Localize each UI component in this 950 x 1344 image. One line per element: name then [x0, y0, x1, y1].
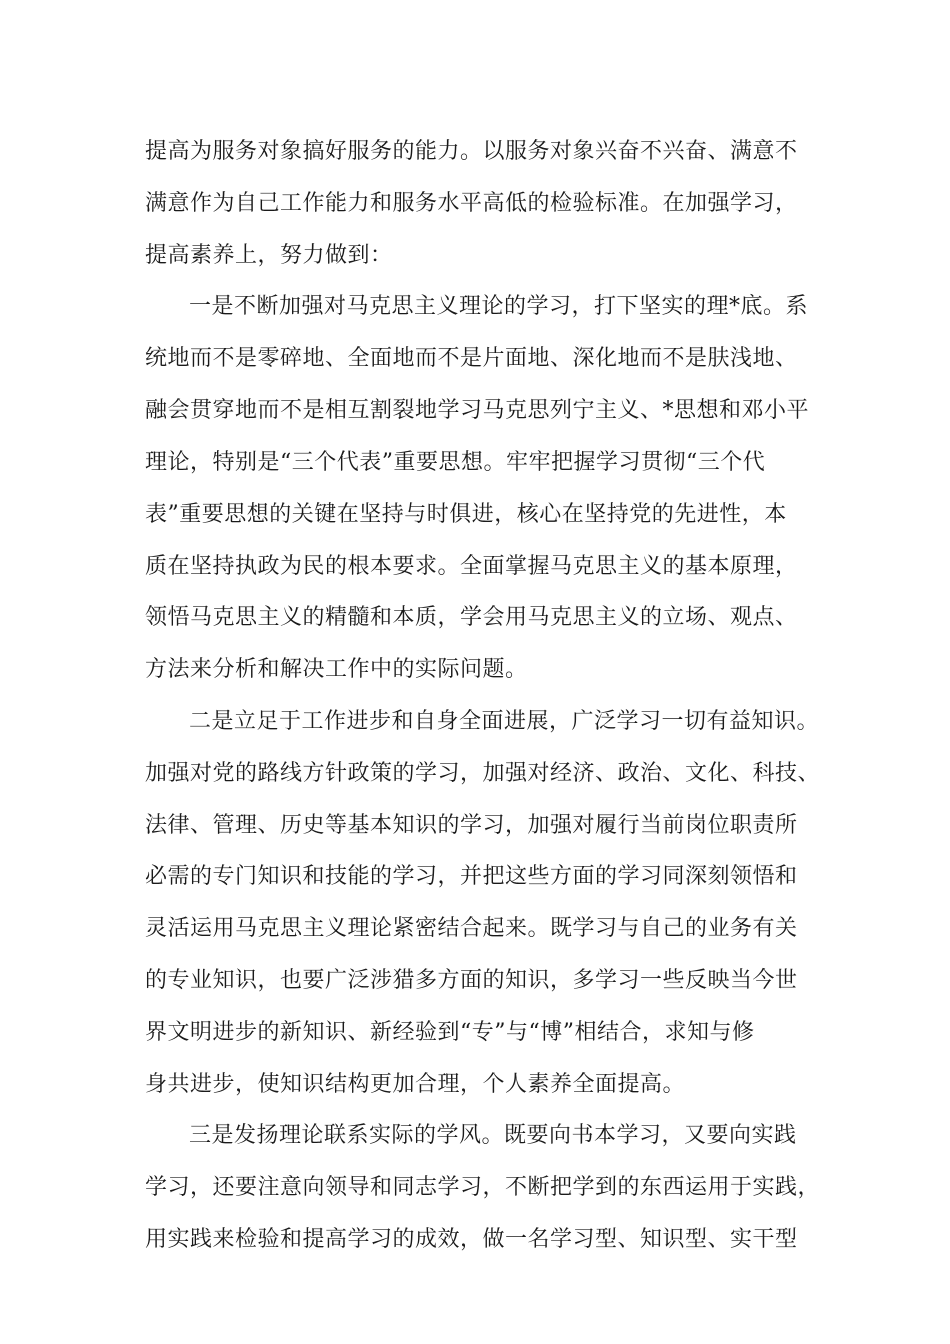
- text-line: 的专业知识，也要广泛涉猎多方面的知识，多学习一些反映当今世: [145, 968, 798, 993]
- text-line: 法律、管理、历史等基本知识的学习，加强对履行当前岗位职责所: [145, 813, 798, 838]
- paragraph-2-first-line: 二是立足于工作进步和自身全面进展，广泛学习一切有益知识。: [189, 709, 820, 734]
- text-line: 方法来分析和解决工作中的实际问题。: [145, 657, 528, 682]
- paragraph-3-first-line: 三是发扬理论联系实际的学风。既要向书本学习，又要向实践: [189, 1123, 797, 1148]
- text-line: 表”重要思想的关键在坚持与时俱进，核心在坚持党的先进性，本: [145, 502, 787, 527]
- text-line: 质在坚持执政为民的根本要求。全面掌握马克思主义的基本原理，: [145, 554, 798, 579]
- text-line: 提高素养上，努力做到：: [145, 243, 393, 268]
- text-line: 必需的专门知识和技能的学习，并把这些方面的学习同深刻领悟和: [145, 864, 798, 889]
- text-line: 融会贯穿地而不是相互割裂地学习马克思列宁主义、*思想和邓小平: [145, 398, 810, 423]
- text-line: 领悟马克思主义的精髓和本质，学会用马克思主义的立场、观点、: [145, 605, 798, 630]
- text-line: 加强对党的路线方针政策的学习，加强对经济、政治、文化、科技、: [145, 761, 821, 786]
- text-line: 统地而不是零碎地、全面地而不是片面地、深化地而不是肤浅地、: [145, 346, 798, 371]
- text-line: 界文明进步的新知识、新经验到“专”与“博”相结合，求知与修: [145, 1020, 755, 1045]
- paragraph-1-first-line: 一是不断加强对马克思主义理论的学习，打下坚实的理*底。系: [189, 294, 809, 319]
- text-line: 用实践来检验和提高学习的成效，做一名学习型、知识型、实干型: [145, 1227, 798, 1252]
- text-line: 提高为服务对象搞好服务的能力。以服务对象兴奋不兴奋、满意不: [145, 139, 798, 164]
- text-line: 身共进步，使知识结构更加合理，个人素养全面提高。: [145, 1072, 686, 1097]
- text-line: 学习，还要注意向领导和同志学习，不断把学到的东西运用于实践，: [145, 1175, 821, 1200]
- text-line: 灵活运用马克思主义理论紧密结合起来。既学习与自己的业务有关: [145, 916, 798, 941]
- text-line: 满意作为自己工作能力和服务水平高低的检验标准。在加强学习，: [145, 191, 798, 216]
- text-line: 理论，特别是“三个代表”重要思想。牢牢把握学习贯彻“三个代: [145, 450, 766, 475]
